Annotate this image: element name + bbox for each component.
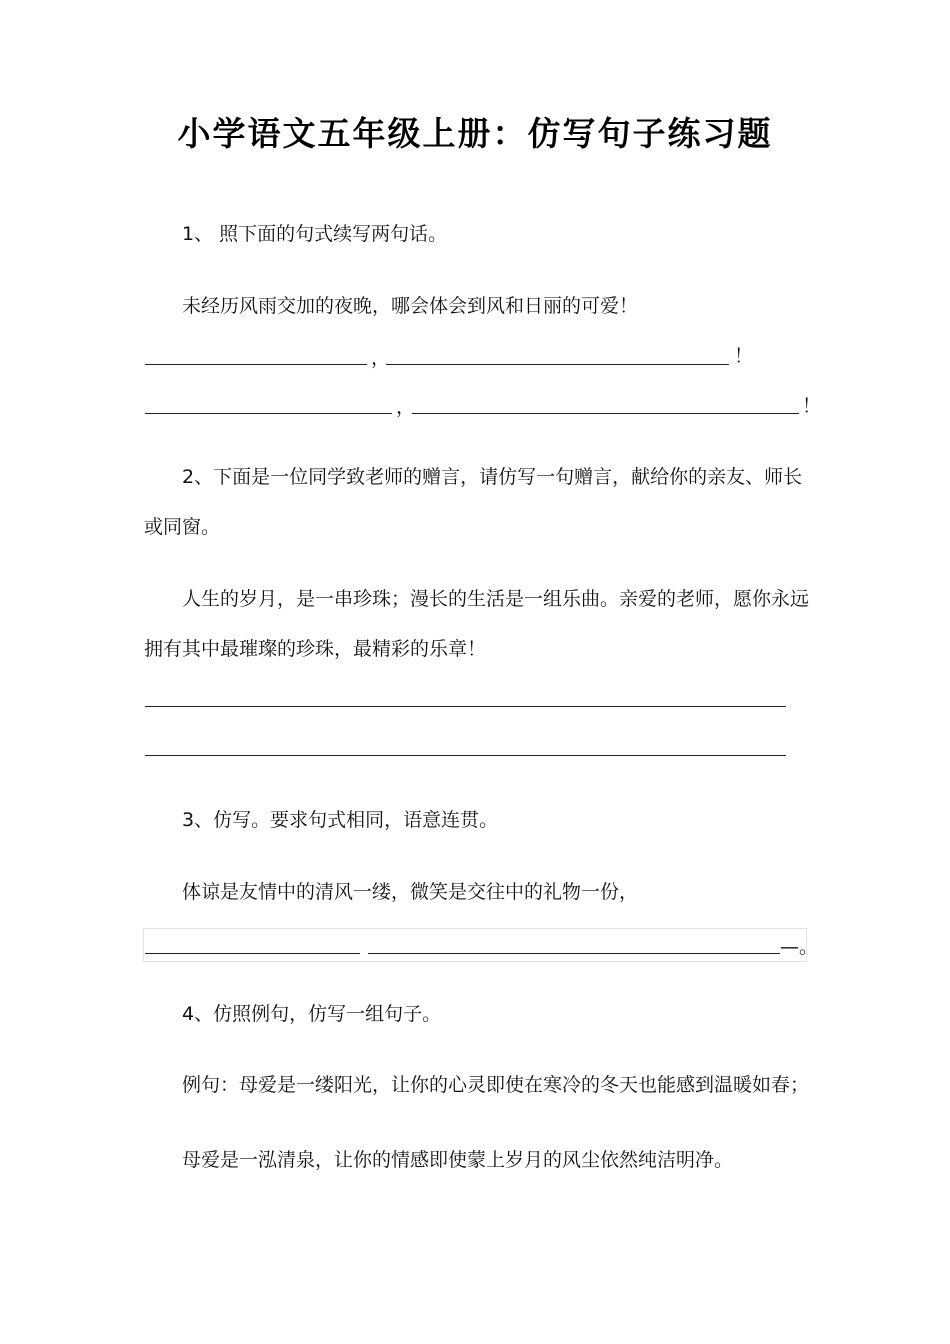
q1-answer-2-end-mark: ！ bbox=[802, 395, 822, 417]
q3-answer-b-blank[interactable] bbox=[368, 953, 780, 954]
question-2-heading-line2: 或同窗。 bbox=[144, 516, 221, 538]
question-3-example: 体谅是友情中的清风一缕，微笑是交往中的礼物一份， bbox=[182, 881, 639, 903]
q1-answer-2b-blank[interactable] bbox=[412, 413, 799, 414]
question-1-heading: 1、 照下面的句式续写两句话。 bbox=[182, 223, 448, 245]
question-3-heading: 3、仿写。要求句式相同，语意连贯。 bbox=[182, 809, 499, 831]
question-4-example-line2: 母爱是一泓清泉，让你的情感即使蒙上岁月的风尘依然纯洁明净。 bbox=[182, 1149, 734, 1171]
q1-answer-2a-blank[interactable] bbox=[145, 413, 392, 414]
question-4-example-line1: 例句：母爱是一缕阳光，让你的心灵即使在寒冷的冬天也能感到温暖如春； bbox=[182, 1074, 810, 1096]
q1-answer-1b-blank[interactable] bbox=[386, 364, 729, 365]
q3-end-mark: —。 bbox=[780, 936, 819, 958]
q2-answer-line-2-blank[interactable] bbox=[145, 755, 786, 756]
q1-answer-2-comma: ， bbox=[396, 396, 416, 418]
q1-answer-1-comma: ， bbox=[371, 347, 391, 369]
q1-answer-1a-blank[interactable] bbox=[145, 364, 367, 365]
question-4-heading: 4、仿照例句，仿写一组句子。 bbox=[182, 1003, 442, 1025]
question-2-heading-line1: 2、下面是一位同学致老师的赠言，请仿写一句赠言，献给你的亲友、师长 bbox=[182, 466, 803, 488]
question-1-example: 未经历风雨交加的夜晚，哪会体会到风和日丽的可爱！ bbox=[182, 295, 639, 317]
question-2-example-line2: 拥有其中最璀璨的珍珠，最精彩的乐章！ bbox=[144, 638, 487, 660]
page-title: 小学语文五年级上册：仿写句子练习题 bbox=[177, 114, 773, 153]
q3-answer-box bbox=[143, 928, 807, 962]
q2-answer-line-1-blank[interactable] bbox=[145, 706, 786, 707]
q1-answer-1-end-mark: ！ bbox=[734, 345, 754, 367]
question-2-example-line1: 人生的岁月，是一串珍珠；漫长的生活是一组乐曲。亲爱的老师，愿你永远 bbox=[182, 588, 810, 610]
q3-answer-a-blank[interactable] bbox=[145, 953, 360, 954]
